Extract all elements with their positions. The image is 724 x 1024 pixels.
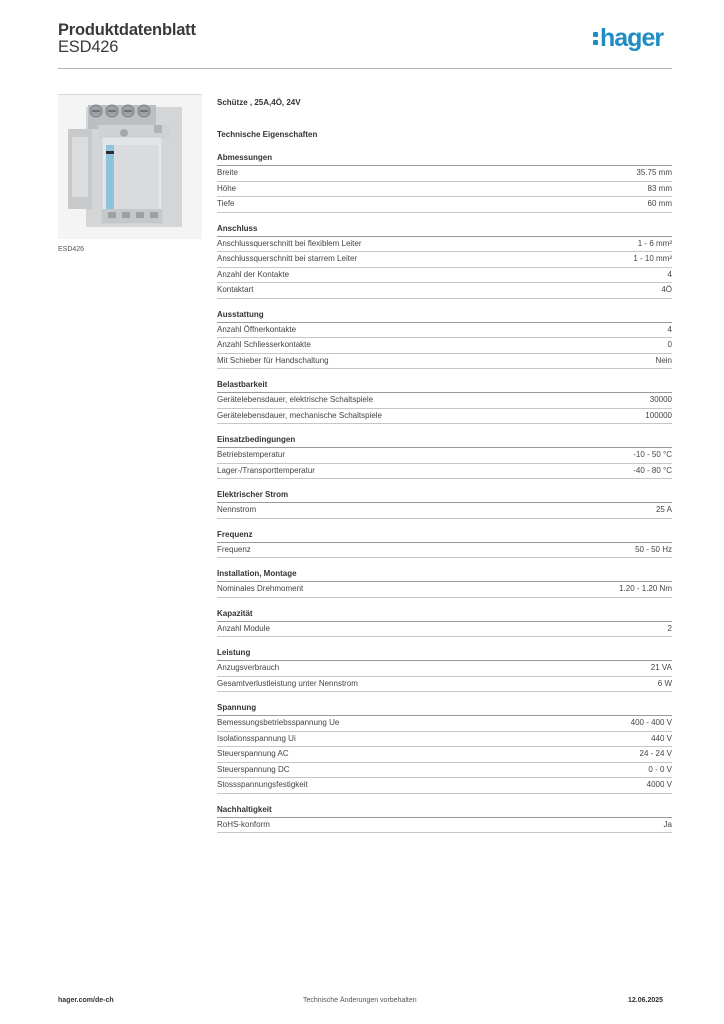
spec-row (217, 763, 672, 779)
spec-section (217, 378, 672, 424)
spec-label: Bemessungsbetriebsspannung Ue (217, 718, 340, 727)
spec-section (217, 433, 672, 479)
section-title: Ausstattung (217, 308, 672, 323)
contactor-illustration (58, 95, 202, 239)
spec-row (217, 732, 672, 748)
section-title: Spannung (217, 701, 672, 716)
spec-row (217, 409, 672, 425)
section-title: Anschluss (217, 222, 672, 237)
spec-row (217, 393, 672, 409)
section-title: Belastbarkeit (217, 378, 672, 393)
spec-row (217, 252, 672, 268)
spec-value: 2 (667, 623, 672, 633)
spec-section (217, 607, 672, 638)
spec-row (217, 354, 672, 370)
spec-section (217, 803, 672, 834)
spec-label: Stossspannungsfestigkeit (217, 780, 308, 789)
spec-value: 6 W (657, 678, 672, 688)
spec-value: 4000 V (646, 780, 672, 789)
section-title: Einsatzbedingungen (217, 433, 672, 448)
spec-label: Anzugsverbrauch (217, 663, 280, 672)
footer-website[interactable]: hager.com/de-ch (58, 997, 114, 1004)
spec-row (217, 338, 672, 354)
spec-label: Kontaktart (217, 285, 254, 294)
spec-value: 1.20 - 1.20 Nm (619, 584, 672, 593)
spec-label: Anschlussquerschnitt bei flexiblem Leiter (217, 238, 362, 248)
spec-row (217, 283, 672, 299)
spec-value: 24 - 24 V (639, 749, 672, 758)
spec-section (217, 701, 672, 794)
spec-value: 50 - 50 Hz (635, 544, 672, 554)
section-title: Nachhaltigkeit (217, 803, 672, 818)
spec-value: 0 (667, 340, 672, 349)
header-divider (58, 68, 672, 69)
spec-label: Betriebstemperatur (217, 450, 286, 459)
spec-row (217, 747, 672, 763)
spec-value: 30000 (649, 395, 672, 404)
spec-value: Nein (655, 355, 672, 365)
logo-text: hager (600, 24, 664, 52)
spec-row (217, 197, 672, 213)
spec-label: Gerätelebensdauer, elektrische Schaltspiele (217, 395, 374, 404)
spec-label: Anzahl der Kontakte (217, 269, 290, 279)
spec-value: 4 (667, 269, 672, 279)
spec-content (217, 96, 672, 842)
spec-section (217, 528, 672, 559)
spec-row (217, 237, 672, 253)
section-title: Kapazität (217, 607, 672, 622)
spec-label: Nennstrom (217, 505, 257, 514)
spec-section (217, 567, 672, 598)
logo-dots-icon (593, 32, 599, 46)
spec-row (217, 464, 672, 480)
spec-label: Mit Schieber für Handschaltung (217, 355, 329, 365)
spec-value: 83 mm (647, 183, 672, 193)
spec-row (217, 503, 672, 519)
spec-value: -10 - 50 °C (633, 450, 672, 459)
spec-label: RoHS-konform (217, 819, 270, 829)
spec-row (217, 182, 672, 198)
product-image (58, 94, 202, 239)
section-title: Leistung (217, 646, 672, 661)
spec-label: Breite (217, 168, 238, 177)
spec-section (217, 151, 672, 213)
spec-label: Anzahl Schliesserkontakte (217, 340, 311, 349)
section-title: Abmessungen (217, 151, 672, 166)
spec-section (217, 222, 672, 299)
spec-value: 60 mm (647, 199, 672, 208)
spec-value: 0 - 0 V (648, 764, 672, 774)
spec-label: Nominales Drehmoment (217, 584, 304, 593)
hager-logo (593, 26, 663, 51)
spec-row (217, 622, 672, 638)
spec-section (217, 646, 672, 692)
spec-row (217, 582, 672, 598)
spec-value: 440 V (651, 733, 672, 743)
product-subtitle: Schütze , 25A,4Ö, 24V (217, 98, 301, 107)
spec-row (217, 268, 672, 284)
spec-sections (217, 151, 672, 833)
spec-value: -40 - 80 °C (633, 465, 672, 475)
spec-row (217, 543, 672, 559)
spec-label: Anschlussquerschnitt bei starrem Leiter (217, 254, 358, 263)
spec-label: Steuerspannung AC (217, 749, 289, 758)
spec-value: 35.75 mm (636, 168, 672, 177)
spec-label: Isolationsspannung Ui (217, 733, 296, 743)
spec-value: 4Ö (661, 285, 672, 294)
spec-row (217, 716, 672, 732)
spec-value: 400 - 400 V (630, 718, 672, 727)
spec-row (217, 166, 672, 182)
spec-row (217, 677, 672, 693)
image-caption: ESD426 (58, 246, 85, 253)
spec-value: 100000 (645, 410, 672, 420)
spec-label: Gerätelebensdauer, mechanische Schaltspiele (217, 410, 382, 420)
spec-section (217, 308, 672, 370)
spec-label: Anzahl Module (217, 623, 270, 633)
spec-value: 21 VA (650, 663, 672, 672)
page-title: Produktdatenblatt (58, 21, 196, 39)
spec-section (217, 488, 672, 519)
spec-row (217, 323, 672, 339)
spec-row (217, 661, 672, 677)
footer-date: 12.06.2025 (628, 997, 664, 1004)
spec-label: Tiefe (217, 199, 235, 208)
spec-label: Frequenz (217, 544, 251, 554)
section-title: Elektrischer Strom (217, 488, 672, 503)
product-code: ESD426 (58, 38, 119, 56)
spec-row (217, 818, 672, 834)
spec-label: Steuerspannung DC (217, 764, 290, 774)
spec-label: Gesamtverlustleistung unter Nennstrom (217, 678, 358, 688)
spec-row (217, 448, 672, 464)
spec-label: Lager-/Transporttemperatur (217, 465, 315, 475)
spec-value: Ja (663, 819, 672, 829)
technical-heading: Technische Eigenschaften (217, 130, 318, 139)
spec-value: 1 - 10 mm² (633, 254, 672, 263)
spec-row (217, 778, 672, 794)
spec-value: 4 (667, 324, 672, 334)
section-title: Installation, Montage (217, 567, 672, 582)
spec-label: Anzahl Öffnerkontakte (217, 324, 297, 334)
section-title: Frequenz (217, 528, 672, 543)
spec-label: Höhe (217, 183, 237, 193)
footer-notice: Technische Änderungen vorbehalten (303, 997, 417, 1004)
spec-value: 1 - 6 mm² (637, 238, 672, 248)
spec-value: 25 A (655, 505, 672, 514)
